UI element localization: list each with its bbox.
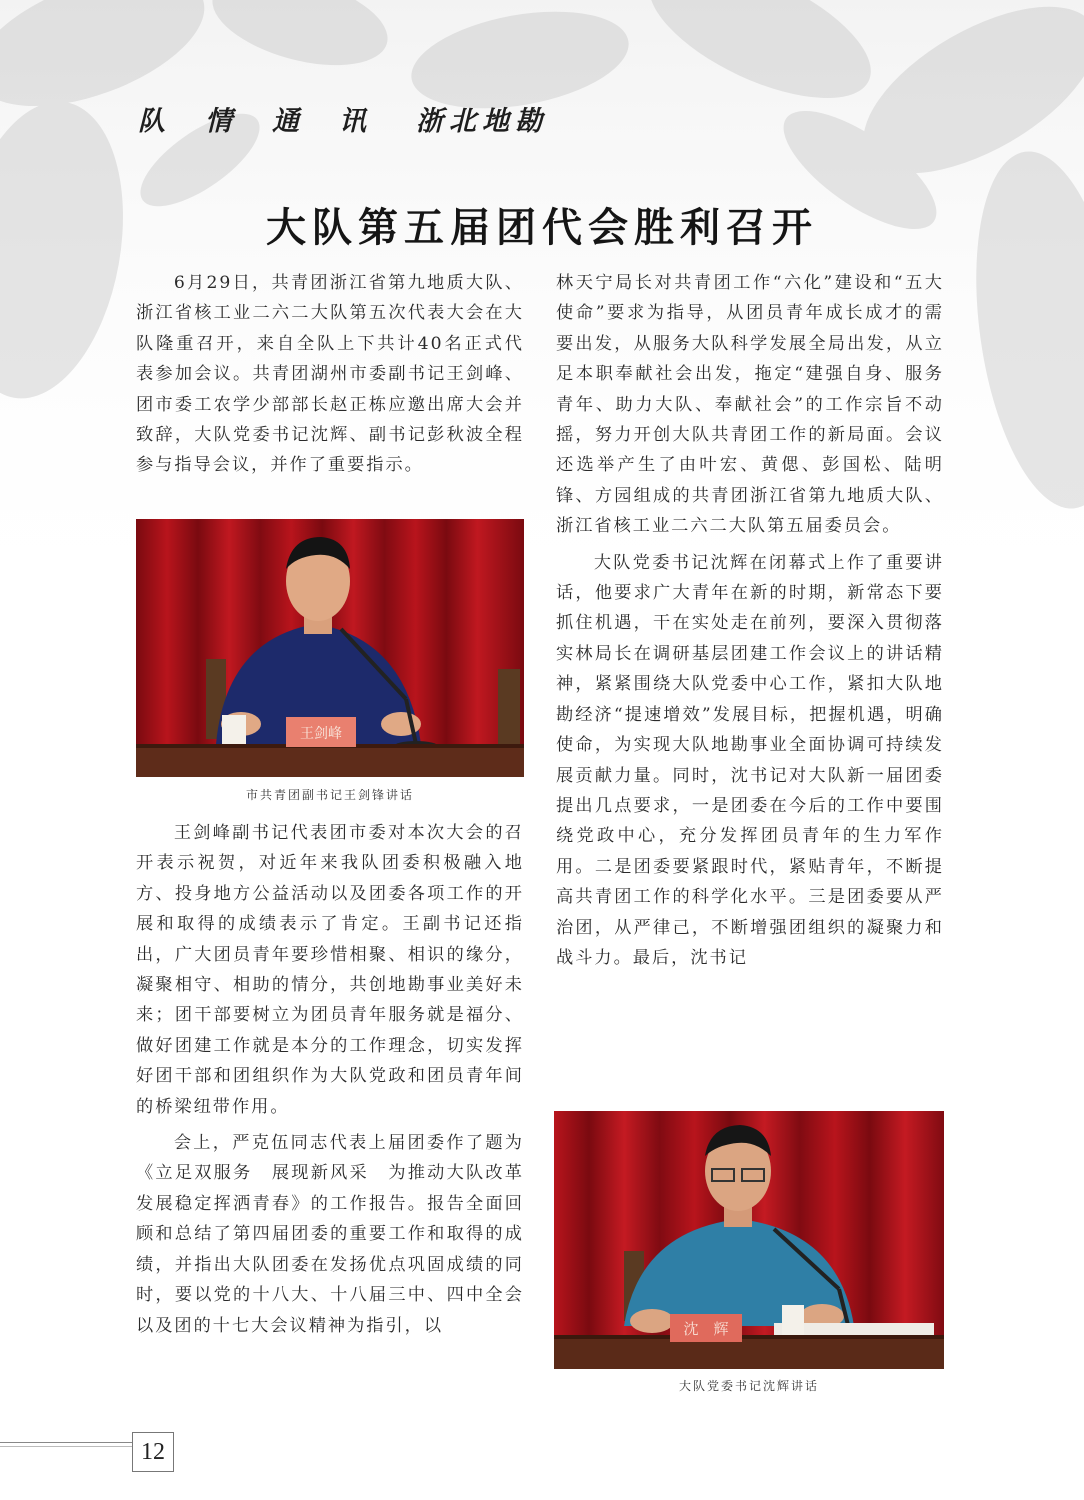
nameplate-text: 王剑峰 <box>300 726 342 742</box>
paragraph: 会上，严克伍同志代表上届团委作了题为《立足双服务 展现新风采 为推动大队改革发展稳定挥洒青春》的工作报告。报告全面回顾和总结了第四届团委的重要工作和取得的成绩，并指出大队团委在发扬优点巩固成绩的同时，要以党的十八大、十八届三中、四中全会以及团的十七大会议精神为指引，以 <box>136 1133 524 1336</box>
page-number: 12 <box>132 1432 174 1472</box>
speaker-photo-2 <box>554 1111 944 1369</box>
paragraph: 大队党委书记沈辉在闭幕式上作了重要讲话，他要求广大青年在新的时期，新常态下要抓住机遇，干在实处走在前列，要深入贯彻落实林局长在调研基层团建工作会议上的讲话精神，紧紧围绕大队党委中心工作，紧扣大队地勘经济“提速增效”发展目标，把握机遇，明确使命，为实现大队地勘事业全面协调可持续发展贡献力量。同时，沈书记对大队新一届团委提出几点要求，一是团委在今后的工作中要围绕党政中心，充分发挥团员青年的生力军作用。二是团委要紧跟时代，紧贴青年，不断提高共青团工作的科学化水平。三是团委要从严治团，从严律己，不断增强团组织的凝聚力和战斗力。最后，沈书记 <box>556 552 944 968</box>
paragraph: 6月29日，共青团浙江省第九地质大队、浙江省核工业二六二大队第五次代表大会在大队隆重召开，来自全队上下共计40名正式代表参加会议。共青团湖州市委副书记王剑峰、团市委工农学少部部长赵正栋应邀出席大会并致辞，大队党委书记沈辉、副书记彭秋波全程参与指导会议，并作了重要指示。 <box>136 273 524 476</box>
photo-2-caption: 大队党委书记沈辉讲话 <box>678 1379 819 1393</box>
magazine-name: 浙北地勘 <box>416 105 548 137</box>
photo-illustration <box>554 1111 944 1369</box>
article-title: 大队第五届团代会胜利召开 <box>266 205 818 251</box>
footer-rule <box>0 1446 132 1447</box>
nameplate-text: 沈 辉 <box>683 1320 729 1338</box>
left-column-top <box>136 268 524 481</box>
left-column-bottom <box>136 818 524 1341</box>
paragraph: 林天宁局长对共青团工作“六化”建设和“五大使命”要求为指导，从团员青年成长成才的需要出发，从服务大队科学发展全局出发，从立足本职奉献社会出发，拖定“建强自身、服务青年、助力大队、奉献社会”的工作宗旨不动摇，努力开创大队共青团工作的新局面。会议还选举产生了由叶宏、黄偲、彭国松、陆明锋、方园组成的共青团浙江省第九地质大队、浙江省核工业二六二大队第五届委员会。 <box>556 273 944 537</box>
footer-rule <box>0 1442 132 1443</box>
speaker-photo-1 <box>136 519 524 777</box>
section-header <box>138 98 548 138</box>
paragraph: 王剑峰副书记代表团市委对本次大会的召开表示祝贺，对近年来我队团委积极融入地方、投身地方公益活动以及团委各项工作的开展和取得的成绩表示了肯定。王副书记还指出，广大团员青年要珍惜相聚、相识的缘分，凝聚相守、相助的情分，共创地勘事业美好未来；团干部要树立为团员青年服务就是福分、做好团建工作就是本分的工作理念，切实发挥好团干部和团组织作为大队党政和团员青年间的桥梁纽带作用。 <box>136 823 524 1117</box>
section-name: 队情通讯 <box>138 105 406 137</box>
photo-1-caption: 市共青团副书记王剑锋讲话 <box>245 788 414 802</box>
right-column <box>556 268 944 973</box>
photo-illustration <box>136 519 524 777</box>
